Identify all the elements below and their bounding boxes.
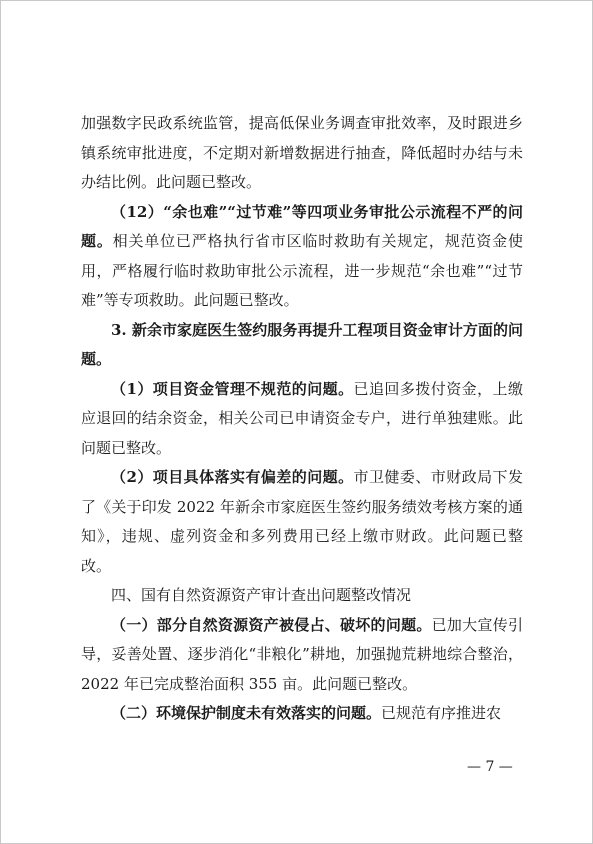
paragraph-6 [81, 581, 523, 611]
paragraph-4-text: 已追回多拨付资金，上缴应退回的结余资金，相关公司已申请资金专户，进行单独建账。此问题已整改。 [81, 379, 523, 457]
paragraph-8-text: 已规范有序推进农 [381, 704, 502, 722]
paragraph-8-heading: （二）环境保护制度未有效落实的问题。 [111, 704, 382, 722]
paragraph-7-heading: （一）部分自然资源资产被侵占、破坏的问题。 [111, 615, 432, 634]
paragraph-6-text: 四、国有自然资源资产审计查出问题整改情况 [111, 586, 412, 604]
page-number: — 7 — [467, 759, 513, 775]
paragraph-1 [81, 109, 523, 198]
paragraph-5 [81, 463, 523, 581]
paragraph-8 [81, 699, 523, 729]
paragraph-2-heading: （12）“余也难”“过节难”等四项业务审批公示流程不严的问题。 [81, 202, 523, 250]
paragraph-2 [81, 198, 523, 316]
paragraph-3 [81, 316, 523, 375]
paragraph-5-text: 市卫健委、市财政局下发了《关于印发 2022 年新余市家庭医生签约服务绩效考核方案的通知》，违规、虚列资金和多列费用已经上缴市财政。此问题已整改。 [81, 468, 523, 575]
paragraph-5-heading: （2）项目具体落实有偏差的问题。 [111, 468, 354, 486]
paragraph-7 [81, 611, 523, 700]
paragraph-3-heading: 3. 新余市家庭医生签约服务再提升工程项目资金审计方面的问题。 [81, 320, 523, 368]
document-body [81, 109, 523, 729]
paragraph-4-heading: （1）项目资金管理不规范的问题。 [111, 379, 354, 398]
paragraph-1-text: 加强数字民政系统监管，提高低保业务调查审批效率，及时跟进乡镇系统审批进度，不定期对新增数据进行抽查，降低超时办结与未办结比例。此问题已整改。 [81, 114, 523, 191]
paragraph-2-text: 相关单位已严格执行省市区临时救助有关规定，规范资金使用，严格履行临时救助审批公示流程，进一步规范“余也难”“过节难”等专项救助。此问题已整改。 [81, 232, 523, 309]
paragraph-7-text: 已加大宣传引导，妥善处置、逐步消化“非粮化”耕地，加强抛荒耕地综合整治，2022 年已完成整治面积 355 亩。此问题已整改。 [81, 615, 523, 693]
paragraph-4 [81, 375, 523, 464]
